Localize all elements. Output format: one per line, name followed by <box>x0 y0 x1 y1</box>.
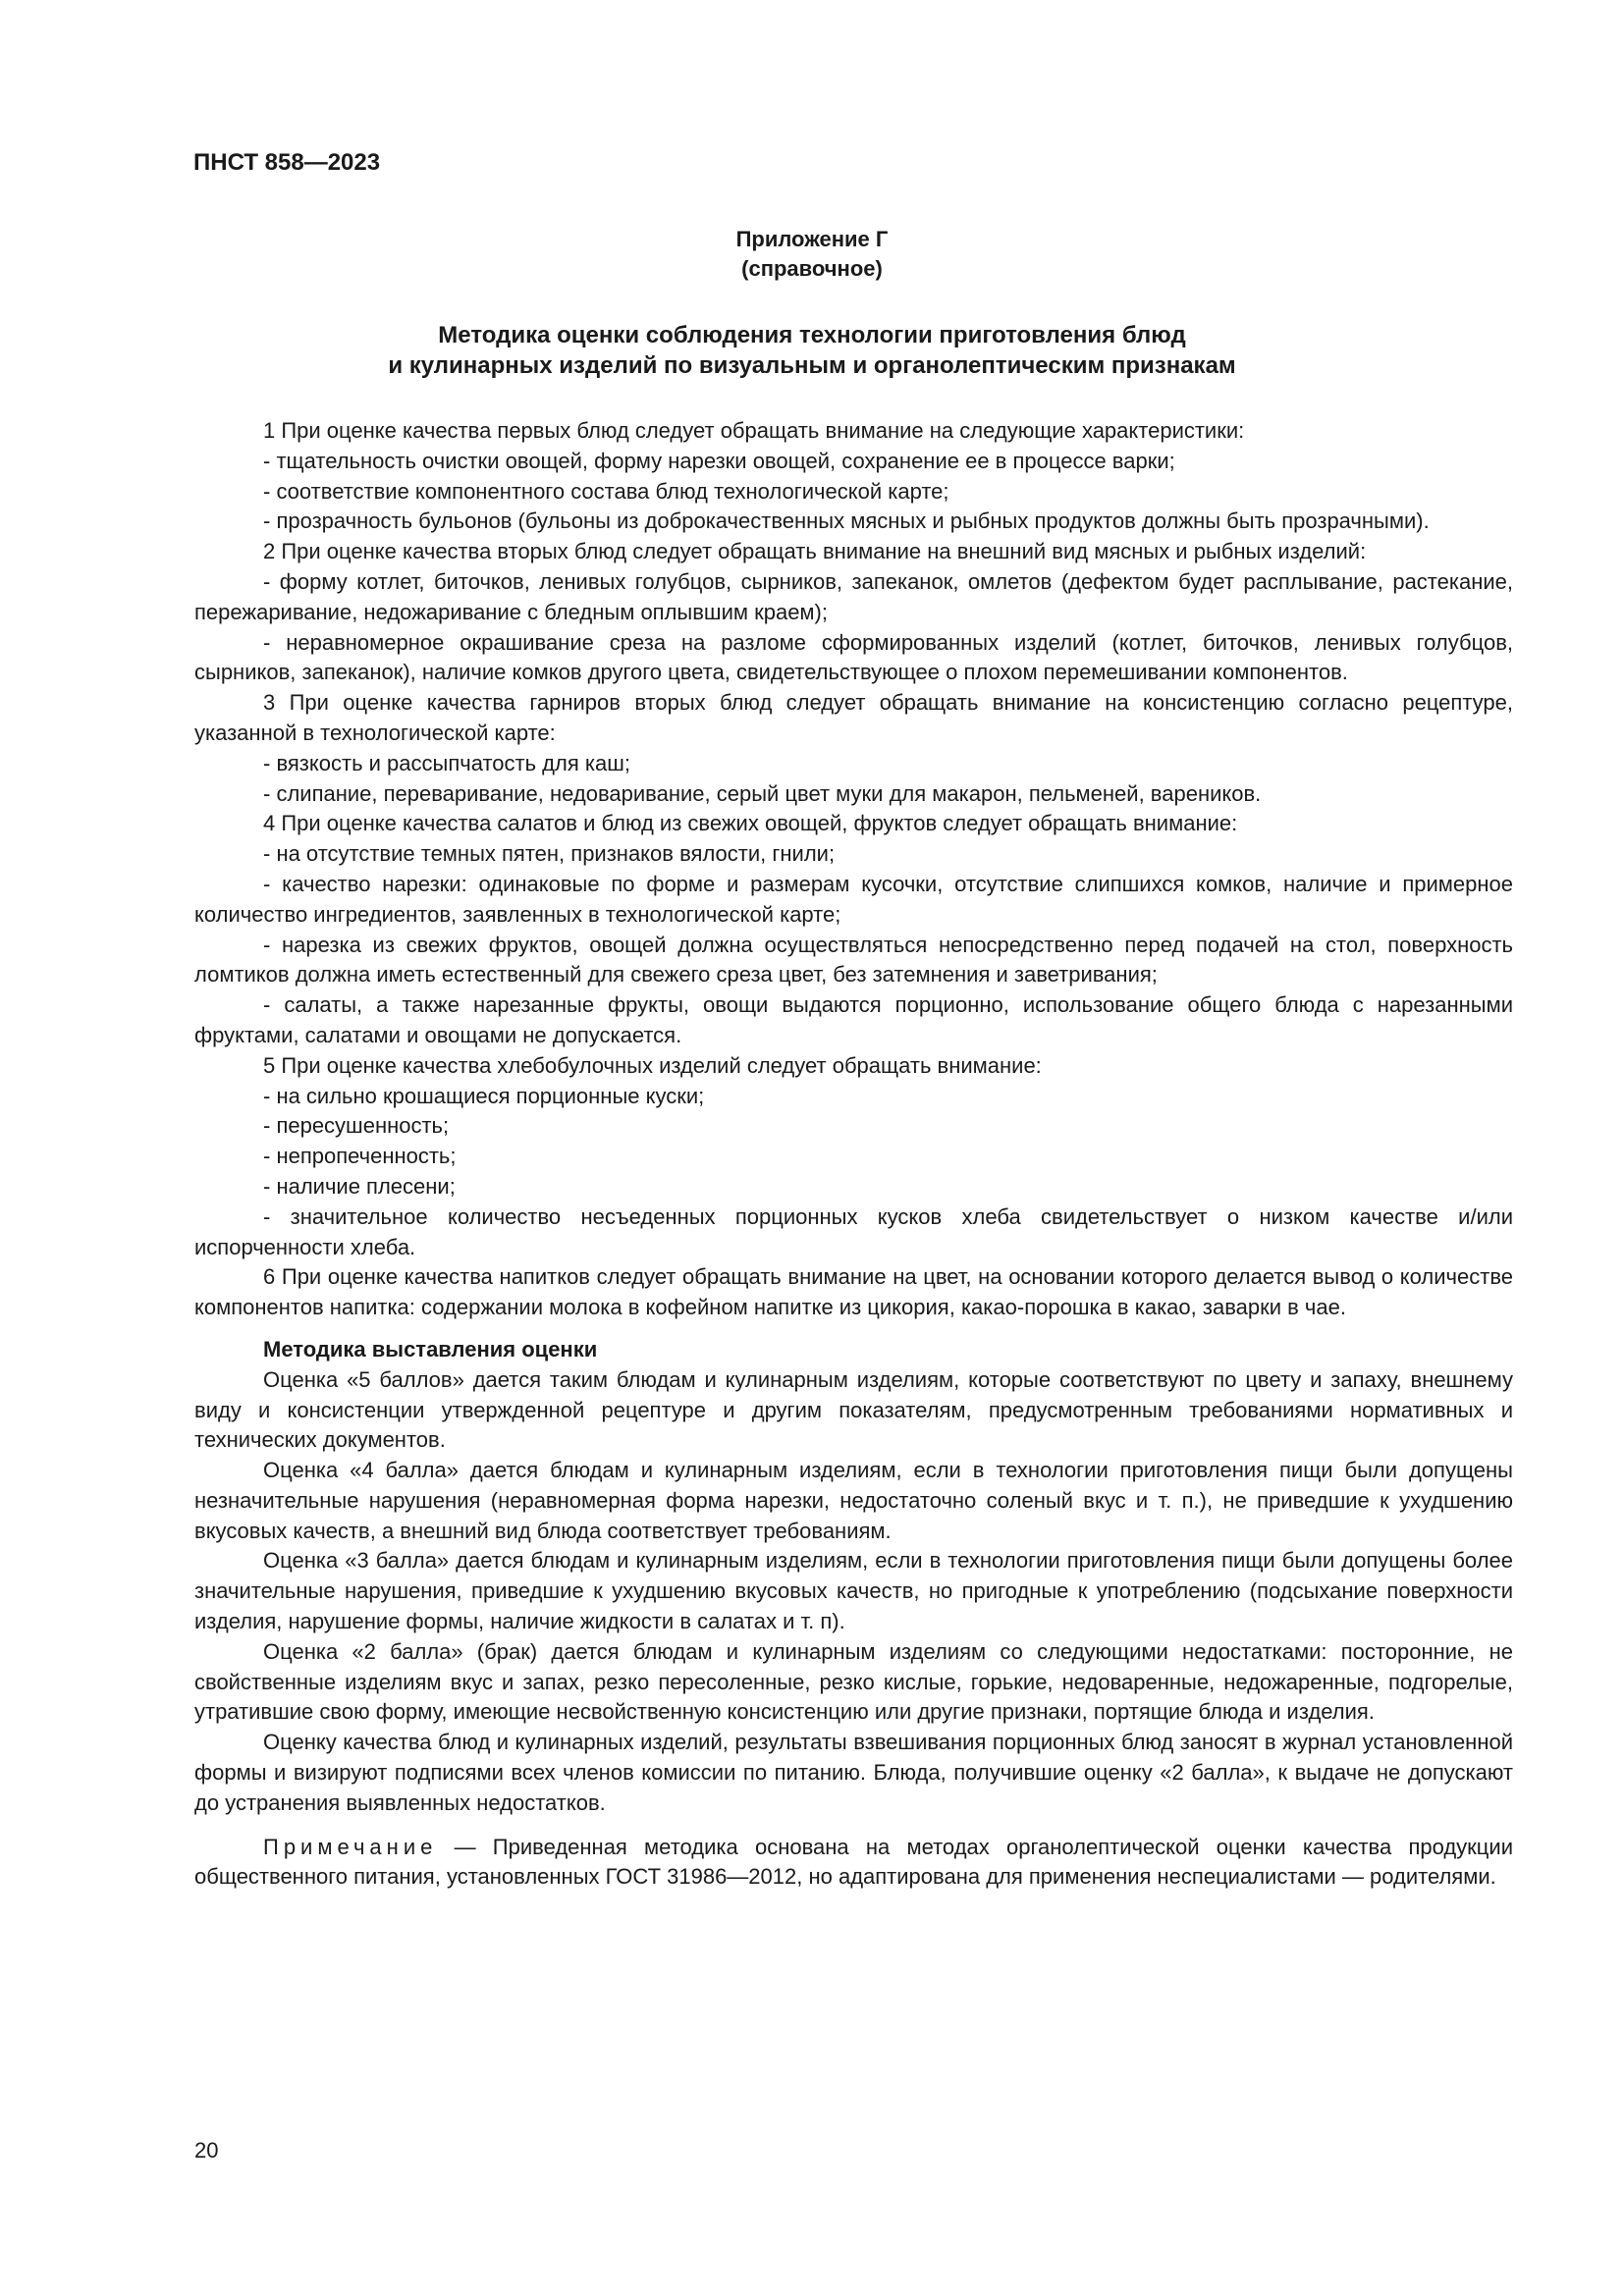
list-item: - значительное количество несъеденных порционных кусков хлеба свидетельствует о низком качестве и/или испорченности хлеба. <box>194 1203 1513 1259</box>
page-number: 20 <box>194 2138 219 2163</box>
note-text: — Приведенная методика основана на методах органолептической оценки качества продукции общественного питания, установленных ГОСТ 31986—2012, но адаптирована для применения неспециалистами — родителями. <box>194 1834 1513 1890</box>
note <box>194 1833 1513 1894</box>
title-line-2: и кулинарных изделий по визуальным и органолептическим признакам <box>388 352 1236 379</box>
paragraph: 4 При оценке качества салатов и блюд из свежих овощей, фруктов следует обращать внимание: <box>263 811 1238 836</box>
paragraph: Оценка «5 баллов» дается таким блюдам и кулинарным изделиям, которые соответствуют по цвету и запаху, внешнему виду и консистенции утвержденной рецептуре и другим показателям, предусмотренным требованиями нормативных и технических документов. <box>194 1366 1513 1453</box>
paragraph: Оценку качества блюд и кулинарных изделий, результаты взвешивания порционных блюд заносят в журнал установленной формы и визируют подписями всех членов комиссии по питанию. Блюда, получившие оценку «2 балла», к выдаче не допускают до устранения выявленных недостатков. <box>194 1730 1513 1815</box>
list-item: - пересушенность; <box>263 1113 450 1139</box>
list-item: - на отсутствие темных пятен, признаков вялости, гнили; <box>263 841 836 867</box>
list-item: - качество нарезки: одинаковые по форме и размерам кусочки, отсутствие слипшихся комков, наличие и примерное количество ингредиентов, заявленных в технологической карте; <box>194 871 1513 927</box>
list-item: - наличие плесени; <box>263 1173 456 1199</box>
appendix-type: (справочное) <box>741 256 883 281</box>
list-item: - тщательность очистки овощей, форму нарезки овощей, сохранение ее в процессе варки; <box>263 448 1175 473</box>
paragraph: 6 При оценке качества напитков следует обращать внимание на цвет, на основании которого делается вывод о количестве компонентов напитка: содержании молока в кофейном напитке из цикория, какао-порошка в какао, заварки в чае. <box>194 1264 1513 1320</box>
appendix-heading <box>0 225 1624 284</box>
title-line-1: Методика оценки соблюдения технологии приготовления блюд <box>438 322 1186 348</box>
paragraph: 2 При оценке качества вторых блюд следует обращать внимание на внешний вид мясных и рыбных изделий: <box>263 539 1367 564</box>
list-item: - форму котлет, биточков, ленивых голубцов, сырников, запеканок, омлетов (дефектом будет расплывание, растекание, пережаривание, недожаривание с бледным оплывшим краем); <box>194 568 1513 624</box>
document-body <box>194 416 1513 1893</box>
paragraph: 1 При оценке качества первых блюд следует обращать внимание на следующие характеристики: <box>263 418 1245 443</box>
section-heading: Методика выставления оценки <box>263 1336 598 1362</box>
document-title <box>0 320 1624 381</box>
paragraph: Оценка «4 балла» дается блюдам и кулинарным изделиям, если в технологии приготовления пищи были допущены незначительные нарушения (неравномерная форма нарезки, недостаточно соленый вкус и т. п.), не приведшие к ухудшению вкусовых качеств, а внешний вид блюда соответствует требованиям. <box>194 1458 1513 1543</box>
note-label: Примечание <box>263 1834 438 1859</box>
list-item: - нарезка из свежих фруктов, овощей должна осуществляться непосредственно перед подачей на стол, поверхность ломтиков должна иметь естественный для свежего среза цвет, без затемнения и заветривания; <box>194 932 1513 988</box>
list-item: - неравномерное окрашивание среза на разломе сформированных изделий (котлет, биточков, ленивых голубцов, сырников, запеканок), наличие комков другого цвета, свидетельствующее о плохом перемешивании компонентов. <box>194 629 1513 685</box>
paragraph: Оценка «2 балла» (брак) дается блюдам и кулинарным изделиям со следующими недостатками: посторонние, не свойственные изделиям вкус и запах, резко пересоленные, резко кислые, горькие, недоваренные, недожаренные, подгорелые, утратившие свою форму, имеющие несвойственную консистенцию или другие признаки, портящие блюда и изделия. <box>194 1638 1513 1725</box>
list-item: - вязкость и рассыпчатость для каш; <box>263 750 630 775</box>
paragraph: Оценка «3 балла» дается блюдам и кулинарным изделиям, если в технологии приготовления пищи были допущены более значительные нарушения, приведшие к ухудшению вкусовых качеств, но пригодные к употреблению (подсыхание поверхности изделия, нарушение формы, наличие жидкости в салатах и т. п). <box>194 1548 1513 1634</box>
list-item: - на сильно крошащиеся порционные куски; <box>263 1083 705 1108</box>
list-item: - слипание, переваривание, недоваривание, серый цвет муки для макарон, пельменей, вареников. <box>263 780 1262 806</box>
list-item: - салаты, а также нарезанные фрукты, овощи выдаются порционно, использование общего блюда с нарезанными фруктами, салатами и овощами не допускается. <box>194 992 1513 1047</box>
paragraph: 3 При оценке качества гарниров вторых блюд следует обращать внимание на консистенцию согласно рецептуре, указанной в технологической карте: <box>194 690 1513 745</box>
list-item: - непропеченность; <box>263 1144 457 1169</box>
standard-id: ПНСТ 858—2023 <box>193 149 381 176</box>
list-item: - соответствие компонентного состава блюд технологической карте; <box>263 478 949 504</box>
paragraph: 5 При оценке качества хлебобулочных изделий следует обращать внимание: <box>263 1052 1042 1078</box>
list-item: - прозрачность бульонов (бульоны из доброкачественных мясных и рыбных продуктов должны быть прозрачными). <box>263 508 1430 534</box>
appendix-label: Приложение Г <box>735 227 889 251</box>
